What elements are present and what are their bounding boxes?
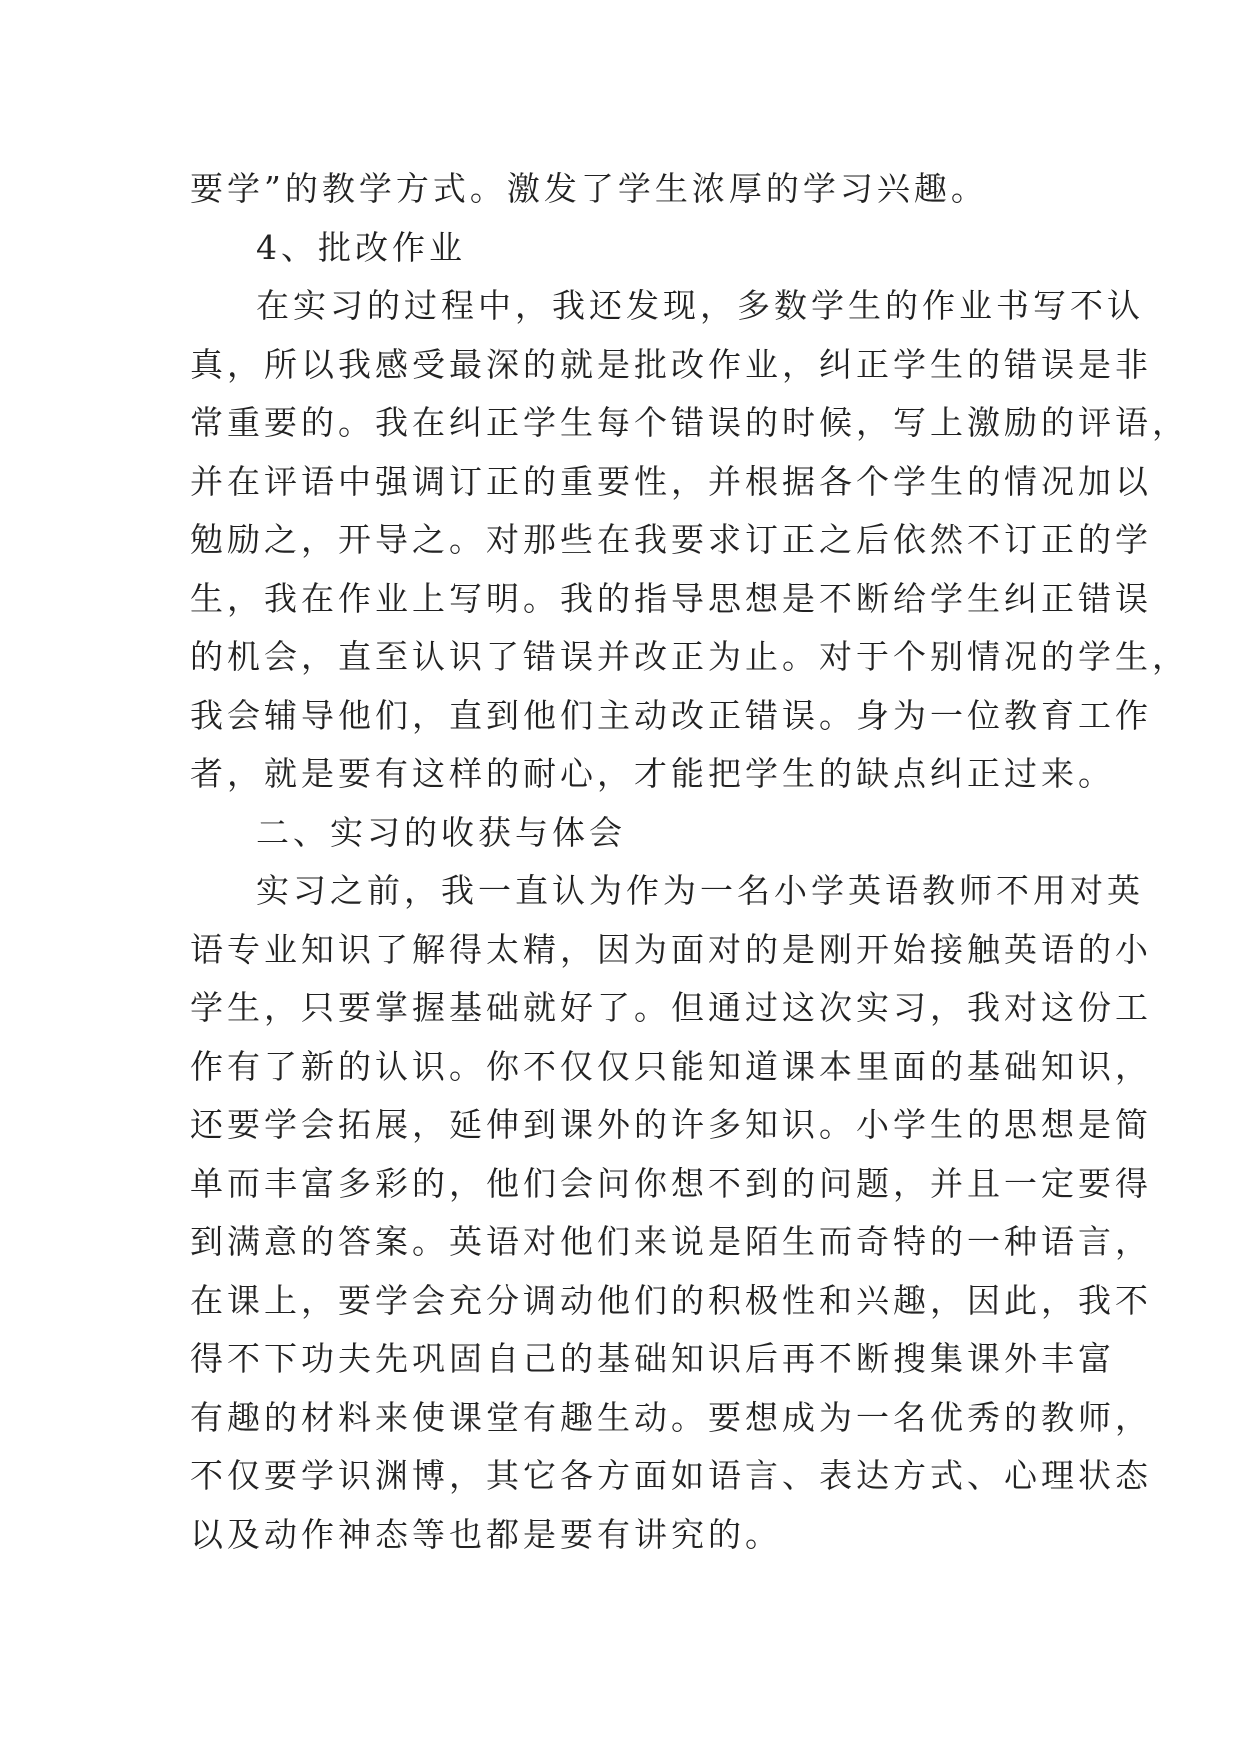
text-line: 生，我在作业上写明。我的指导思想是不断给学生纠正错误 — [190, 578, 1152, 618]
text-line: 者，就是要有这样的耐心，才能把学生的缺点纠正过来。 — [190, 754, 1115, 793]
text-line: 真，所以我感受最深的就是批改作业，纠正学生的错误是非 — [190, 344, 1152, 384]
section-heading-grading: 4、批改作业 — [256, 227, 466, 267]
text-line: 单而丰富多彩的，他们会问你想不到的问题，并且一定要得 — [190, 1163, 1152, 1203]
text-line: 有趣的材料来使课堂有趣生动。要想成为一名优秀的教师， — [190, 1397, 1152, 1437]
text-line: 要学”的教学方式。激发了学生浓厚的学习兴趣。 — [190, 169, 988, 208]
text-line: 勉励之，开导之。对那些在我要求订正之后依然不订正的学 — [190, 520, 1152, 559]
text-line: 得不下功夫先巩固自己的基础知识后再不断搜集课外丰富 — [190, 1339, 1115, 1378]
text-line: 并在评语中强调订正的重要性，并根据各个学生的情况加以 — [190, 461, 1152, 501]
section-heading-gains: 二、实习的收获与体会 — [256, 812, 626, 852]
body-text — [190, 160, 1189, 1564]
text-line: 作有了新的认识。你不仅仅只能知道课本里面的基础知识， — [190, 1046, 1152, 1086]
text-line: 以及动作神态等也都是要有讲究的。 — [190, 1514, 782, 1554]
text-line: 语专业知识了解得太精，因为面对的是刚开始接触英语的小 — [190, 929, 1152, 969]
text-line: 在课上，要学会充分调动他们的积极性和兴趣，因此，我不 — [190, 1280, 1152, 1320]
text-line: 常重要的。我在纠正学生每个错误的时候，写上激励的评语， — [190, 403, 1189, 442]
text-line: 实习之前，我一直认为作为一名小学英语教师不用对英 — [256, 871, 1144, 910]
text-line: 学生，只要掌握基础就好了。但通过这次实习，我对这份工 — [190, 988, 1152, 1027]
text-line: 我会辅导他们，直到他们主动改正错误。身为一位教育工作 — [190, 695, 1152, 735]
text-line: 在实习的过程中，我还发现，多数学生的作业书写不认 — [256, 286, 1144, 325]
text-line: 到满意的答案。英语对他们来说是陌生而奇特的一种语言， — [190, 1222, 1152, 1261]
text-line: 还要学会拓展，延伸到课外的许多知识。小学生的思想是简 — [190, 1105, 1152, 1144]
text-line: 的机会，直至认识了错误并改正为止。对于个别情况的学生， — [190, 637, 1189, 676]
text-line: 不仅要学识渊博，其它各方面如语言、表达方式、心理状态 — [190, 1456, 1152, 1495]
